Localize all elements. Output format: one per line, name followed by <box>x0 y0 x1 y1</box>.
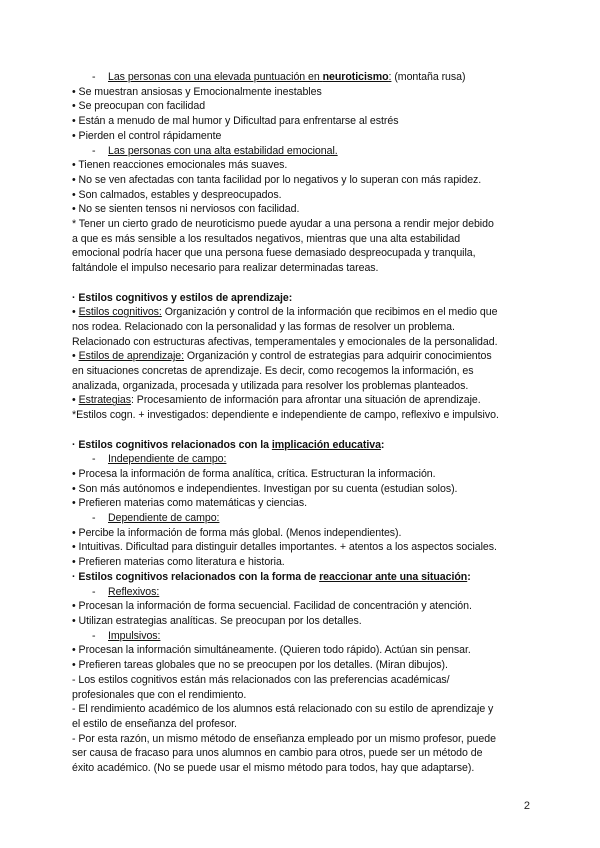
line-text: - Los estilos cognitivos están más relacionados con las preferencias académicas/ <box>72 673 450 686</box>
line-text: Organización y control de la información que recibimos en el medio que <box>161 306 498 319</box>
paragraph-line <box>72 673 532 688</box>
blank-line <box>72 423 532 438</box>
document-body <box>72 70 532 776</box>
line-text: • Son más autónomos e independientes. Investigan por su cuenta (estudian solos). <box>72 482 458 495</box>
paragraph-line <box>72 702 532 717</box>
line-text: • Son calmados, estables y despreocupados. <box>72 188 282 201</box>
line-text: reaccionar ante una situación <box>319 570 468 583</box>
line-text: • Procesan la información simultáneamente. (Quieren todo rápido). Actúan sin pensar. <box>72 644 471 657</box>
subheading-field-dependent <box>72 511 532 526</box>
bullet-item <box>72 599 532 614</box>
line-text: neuroticismo <box>322 71 389 83</box>
dash-marker: - <box>92 144 96 157</box>
bullet-item <box>72 173 532 188</box>
line-text: analizada, organizada, procesada y utilizada para resolver los problemas planteados. <box>72 379 469 392</box>
line-text: • Prefieren tareas globales que no se preocupen por los detalles. (Miran dibujos). <box>72 659 448 672</box>
bullet-item <box>72 526 532 541</box>
subheading-reflective <box>72 585 532 600</box>
bullet-item <box>72 496 532 511</box>
line-text: : Procesamiento de información para afrontar una situación de aprendizaje. <box>131 394 481 407</box>
line-text: profesionales que con el rendimiento. <box>72 688 247 701</box>
bullet-item <box>72 393 532 408</box>
line-text: *Estilos cogn. + investigados: dependiente e independiente de campo, reflexivo e impulsivo. <box>72 409 499 422</box>
subheading-neuroticism <box>72 70 532 85</box>
line-text: ser causa de fracaso para unos alumnos en cambio para otros, puede ser un método de <box>72 747 483 760</box>
line-text: a que es más sensible a los resultados negativos, mientras que una alta estabilidad <box>72 232 461 245</box>
line-text: • <box>72 306 79 319</box>
line-text: · Estilos cognitivos relacionados con la forma de <box>72 570 320 583</box>
line-text: • Prefieren materias como matemáticas y ciencias. <box>72 497 307 510</box>
line-text: • No se sienten tensos ni nerviosos con facilidad. <box>72 203 300 216</box>
bullet-item <box>72 158 532 173</box>
line-text: : <box>380 438 385 451</box>
line-text: en situaciones concretas de aprendizaje. Es decir, como recogemos la información, es <box>72 365 474 378</box>
line-text: Impulsivos: <box>108 629 161 642</box>
line-text: • Tienen reacciones emocionales más suaves. <box>72 159 288 172</box>
line-text: Dependiente de campo: <box>108 512 220 525</box>
line-text: : <box>467 570 471 583</box>
line-text: • Se preocupan con facilidad <box>72 100 206 113</box>
note-line <box>72 232 532 247</box>
line-text: Estilos cognitivos: <box>78 306 162 319</box>
line-text: • Se muestran ansiosas y Emocionalmente inestables <box>72 85 322 98</box>
line-text: • Están a menudo de mal humor y Dificultad para enfrentarse al estrés <box>72 115 399 128</box>
line-text: emocional podría hacer que una persona fuese demasiado despreocupada y tranquila, <box>72 247 476 260</box>
line-text: el estilo de enseñanza del profesor. <box>72 717 237 730</box>
paragraph-line <box>72 746 532 761</box>
paragraph-line <box>72 688 532 703</box>
line-text: • Intuitivas. Dificultad para distinguir detalles importantes. + atentos a los aspectos sociales. <box>72 541 497 554</box>
subheading-emotional-stability <box>72 144 532 159</box>
section-heading-reaction <box>72 570 532 585</box>
line-text: - Por esta razón, un mismo método de enseñanza empleado por un mismo profesor, puede <box>72 732 496 745</box>
paragraph-line <box>72 320 532 335</box>
bullet-item <box>72 85 532 100</box>
line-text: • Procesa la información de forma analítica, crítica. Estructuran la información. <box>72 467 436 480</box>
subheading-field-independent <box>72 452 532 467</box>
line-text: • Pierden el control rápidamente <box>72 129 222 142</box>
bullet-item <box>72 643 532 658</box>
line-text: - El rendimiento académico de los alumnos está relacionado con su estilo de aprendizaje y <box>72 703 494 716</box>
line-text: · Estilos cognitivos y estilos de aprendizaje: <box>72 291 293 304</box>
blank-line <box>72 276 532 291</box>
paragraph-line <box>72 717 532 732</box>
dash-marker: - <box>92 629 96 642</box>
line-text: faltándole el impulso necesario para realizar determinadas tareas. <box>72 262 379 275</box>
line-text: nos rodea. Relacionado con la personalidad y las formas de resolver un problema. <box>72 320 455 333</box>
line-text: implicación educativa <box>271 438 381 451</box>
line-text: Relacionado con estructuras afectivas, temperamentales y emocionales de la personalidad. <box>72 335 498 348</box>
dash-marker: - <box>92 512 96 525</box>
dash-marker: - <box>92 585 96 598</box>
page-number: 2 <box>523 800 530 812</box>
line-text: Las personas con una alta estabilidad emocional. <box>108 144 338 157</box>
line-text: Estrategias <box>78 394 132 407</box>
bullet-item <box>72 658 532 673</box>
note-line <box>72 261 532 276</box>
paragraph-line <box>72 732 532 747</box>
line-text: • Prefieren materias como literatura e historia. <box>72 556 285 569</box>
note-line <box>72 217 532 232</box>
line-text: Las personas con una elevada puntuación en <box>108 71 323 83</box>
bullet-item <box>72 114 532 129</box>
section-heading-cognitive-styles <box>72 291 532 306</box>
line-text: • Percibe la información de forma más global. (Menos independientes). <box>72 526 402 539</box>
line-text: Reflexivos: <box>108 585 160 598</box>
dash-marker: - <box>92 453 96 466</box>
line-text: Independiente de campo: <box>108 453 227 466</box>
bullet-item <box>72 305 532 320</box>
bullet-item <box>72 99 532 114</box>
note-line <box>72 408 532 423</box>
paragraph-line <box>72 335 532 350</box>
paragraph-line <box>72 379 532 394</box>
section-heading-educational <box>72 438 532 453</box>
line-text: • No se ven afectadas con tanta facilidad por lo negativos y lo superan con más rapidez. <box>72 173 482 186</box>
bullet-item <box>72 202 532 217</box>
bullet-item <box>72 467 532 482</box>
bullet-item <box>72 349 532 364</box>
line-text: • Procesan la información de forma secuencial. Facilidad de concentración y atención. <box>72 600 472 613</box>
line-text: éxito académico. (No se puede usar el mismo método para todos, hay que adaptarse). <box>72 762 475 775</box>
bullet-item <box>72 188 532 203</box>
bullet-item <box>72 540 532 555</box>
bullet-item <box>72 482 532 497</box>
line-text: · Estilos cognitivos relacionados con la <box>72 438 272 451</box>
bullet-item <box>72 614 532 629</box>
line-text: • <box>72 394 79 407</box>
line-text: (montaña rusa) <box>391 71 466 83</box>
subheading-impulsive <box>72 629 532 644</box>
line-text: Estilos de aprendizaje: <box>78 350 185 363</box>
dash-marker: - <box>92 71 96 83</box>
line-text: Organización y control de estrategias para adquirir conocimientos <box>184 350 492 363</box>
line-text: • Utilizan estrategias analíticas. Se preocupan por los detalles. <box>72 614 362 627</box>
line-text: : <box>388 71 392 83</box>
note-line <box>72 246 532 261</box>
paragraph-line <box>72 364 532 379</box>
line-text: * Tener un cierto grado de neuroticismo puede ayudar a una persona a rendir mejor debido <box>72 218 494 231</box>
line-text: • <box>72 350 79 363</box>
bullet-item <box>72 555 532 570</box>
paragraph-line <box>72 761 532 776</box>
bullet-item <box>72 129 532 144</box>
